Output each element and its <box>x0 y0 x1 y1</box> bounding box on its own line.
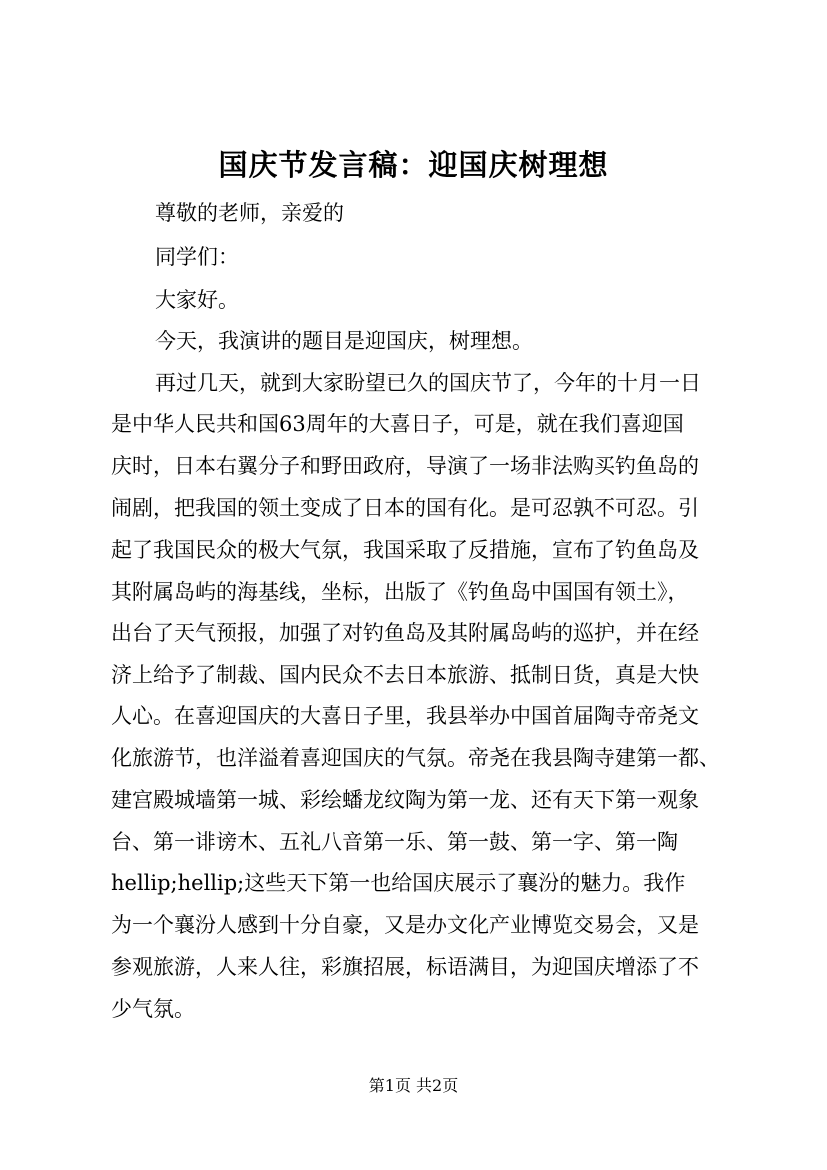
greeting-line: 大家好。 <box>155 288 239 312</box>
greeting-line: 同学们： <box>155 245 239 269</box>
body-line: 庆时，日本右翼分子和野田政府，导演了一场非法购买钓鱼岛的 <box>111 454 699 478</box>
body-line: 参观旅游，人来人往，彩旗招展，标语满目，为迎国庆增添了不 <box>111 955 699 979</box>
body-line: 为一个襄汾人感到十分自豪，又是办文化产业博览交易会，又是 <box>111 913 699 937</box>
body-line: 是中华人民共和国63周年的大喜日子，可是，就在我们喜迎国 <box>111 412 684 436</box>
body-line: 建宫殿城墙第一城、彩绘蟠龙纹陶为第一龙、还有天下第一观象 <box>111 788 699 812</box>
body-line: 人心。在喜迎国庆的大喜日子里，我县举办中国首届陶寺帝尧文 <box>111 704 699 728</box>
body-line: 出台了天气预报，加强了对钓鱼岛及其附属岛屿的巡护，并在经 <box>111 621 699 645</box>
body-line: 台、第一诽谤木、五礼八音第一乐、第一鼓、第一字、第一陶 <box>111 830 678 854</box>
page-number-footer: 第1页 共2页 <box>368 1076 459 1095</box>
body-line: 少气氛。 <box>111 997 195 1021</box>
body-line: 再过几天，就到大家盼望已久的国庆节了，今年的十月一日 <box>155 371 701 395</box>
greeting-line: 今天，我演讲的题目是迎国庆，树理想。 <box>155 329 533 353</box>
body-line: 起了我国民众的极大气氛，我国采取了反措施，宣布了钓鱼岛及 <box>111 538 699 562</box>
greeting-line: 尊敬的老师，亲爱的 <box>155 201 344 225</box>
body-line: 闹剧，把我国的领土变成了日本的国有化。是可忍孰不可忍。引 <box>111 496 699 520</box>
body-line: 济上给予了制裁、国内民众不去日本旅游、抵制日货，真是大快 <box>111 663 699 687</box>
document-title: 国庆节发言稿：迎国庆树理想 <box>218 148 609 182</box>
body-line: 其附属岛屿的海基线，坐标，出版了《钓鱼岛中国国有领土》， <box>111 580 689 604</box>
body-line: hellip;hellip;这些天下第一也给国庆展示了襄汾的魅力。我作 <box>111 871 686 895</box>
body-line: 化旅游节，也洋溢着喜迎国庆的气氛。帝尧在我县陶寺建第一都、 <box>111 746 720 770</box>
